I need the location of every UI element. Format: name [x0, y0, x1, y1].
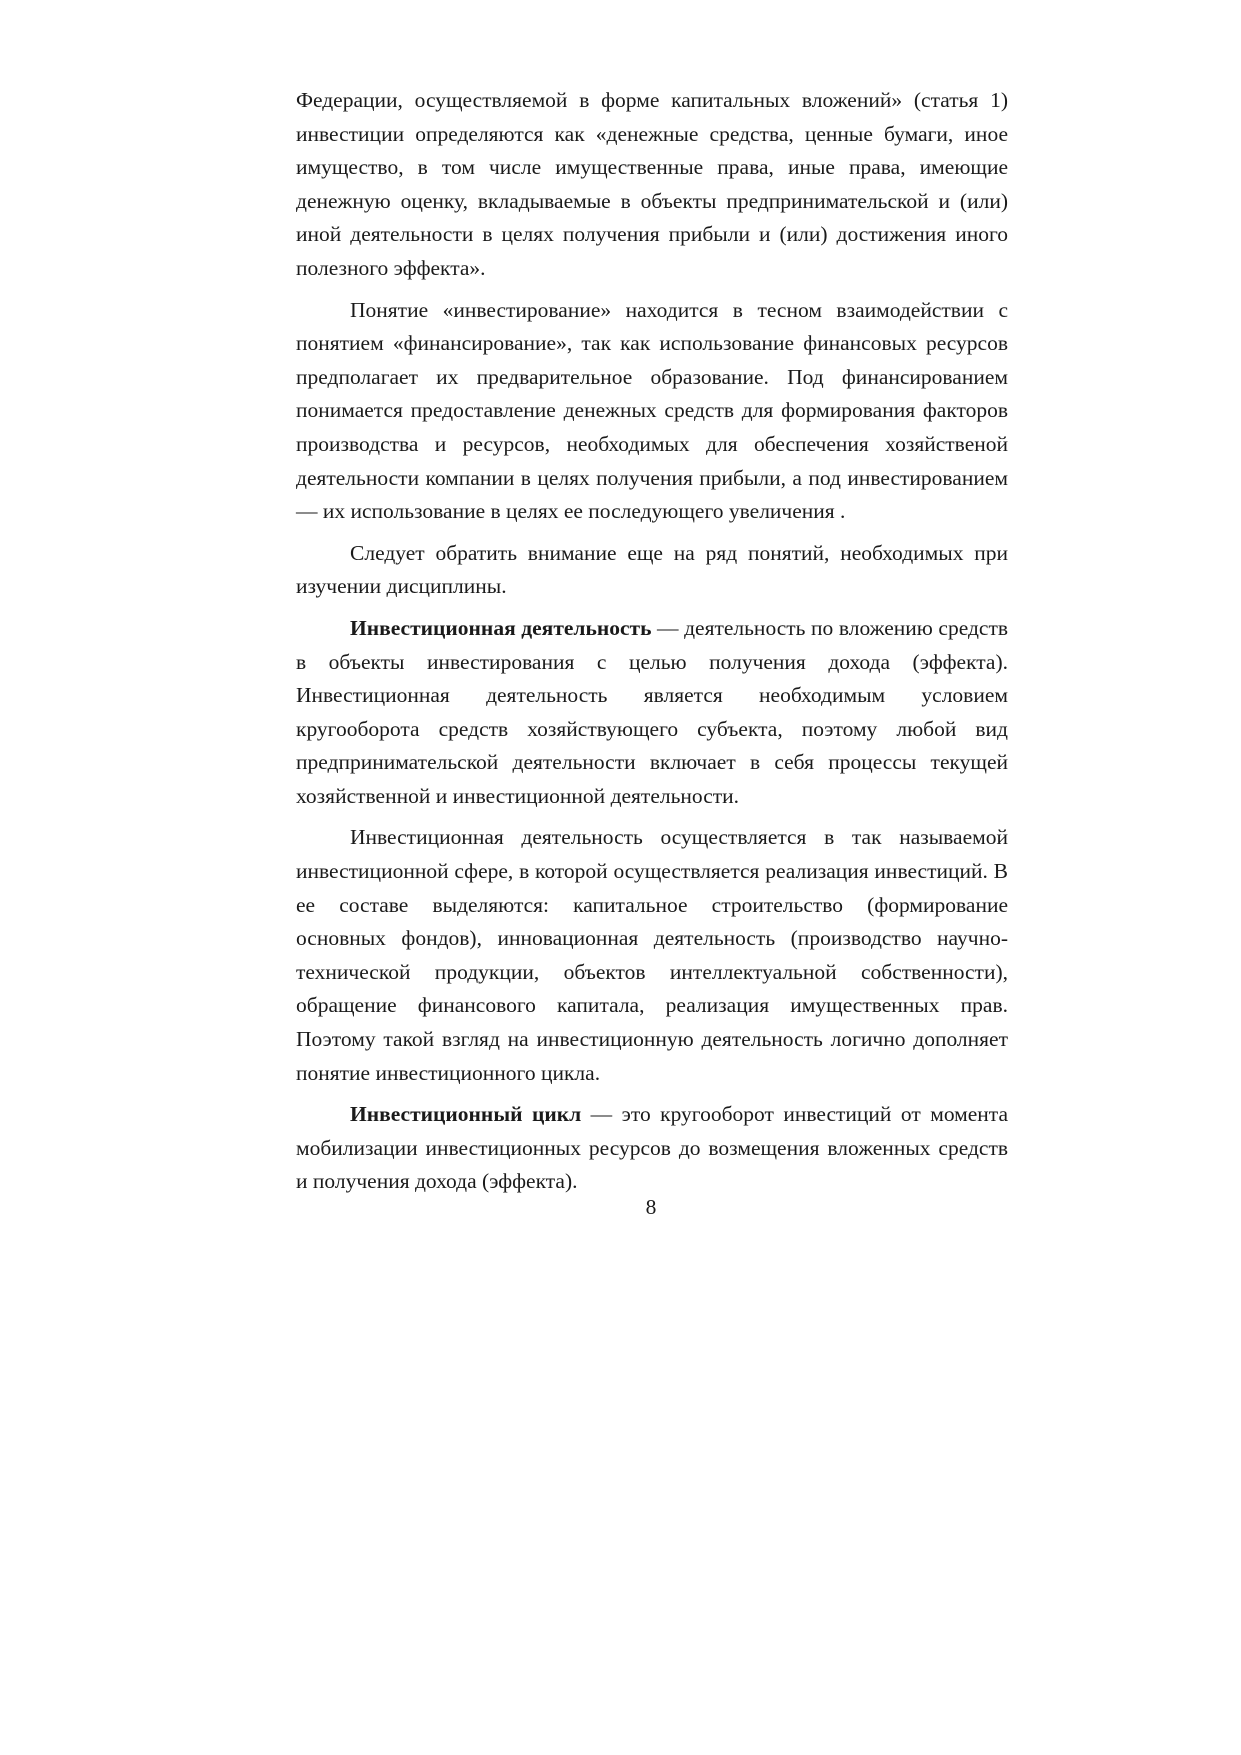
- paragraph-text: Следует обратить внимание еще на ряд понятий, необходимых при изучении дисциплины.: [296, 540, 1008, 599]
- paragraph-investment-cycle: [296, 1098, 1008, 1199]
- paragraph-investing-vs-financing: [296, 294, 1008, 529]
- body-text: [296, 84, 1008, 1207]
- paragraph-investment-activity: [296, 612, 1008, 814]
- paragraph-text: — это кругооборот инвестиций от момента мобилизации инвестиционных ресурсов до возмещения вложенных средств и получения дохода (эффекта).: [296, 1102, 1009, 1194]
- term-investment-activity: Инвестиционная деятельность: [350, 615, 652, 640]
- paragraph-concepts-intro: [296, 537, 1008, 604]
- paragraph-investment-sphere: [296, 821, 1008, 1090]
- paragraph-text: Инвестиционная деятельность осуществляется в так называемой инвестиционной сфере, в которой осуществляется реализация инвестиций. В ее составе выделяются: капитальное строительство (формирование основных фондов), инновационная деятельность (производство научно-технической продукции, объектов интеллектуальной собственности), обращение финансового капитала, реализация имущественных прав. Поэтому такой взгляд на инвестиционную деятельность логично дополняет понятие инвестиционного цикла.: [296, 825, 1008, 1085]
- paragraph-text: Понятие «инвестирование» находится в тесном взаимодействии с понятием «финансирование», так как использование финансовых ресурсов предполагает их предварительное образование. Под финансированием понимается предоставление денежных средств для формирования факторов производства и ресурсов, необходимых для обеспечения хозяйственой деятельности компании в целях получения прибыли, а под инвестированием — их использование в целях ее последующего увеличения .: [296, 297, 1008, 524]
- term-investment-cycle: Инвестиционный цикл: [350, 1102, 582, 1127]
- page-number: 8: [645, 1195, 657, 1219]
- paragraph-definition-quote: [296, 84, 1008, 286]
- paragraph-text: — деятельность по вложению средств в объекты инвестирования с целью получения дохода (эффекта). Инвестиционная деятельность является необходимым условием кругооборота средств хозяйствующего субъекта, поэтому любой вид предпринимательской деятельности включает в себя процессы текущей хозяйственной и инвестиционной деятельности.: [296, 615, 1008, 808]
- paragraph-text: Федерации, осуществляемой в форме капитальных вложений» (статья 1) инвестиции определяются как «денежные средства, ценные бумаги, иное имущество, в том числе имущественные права, иные права, имеющие денежную оценку, вкладываемые в объекты предпринимательской и (или) иной деятельности в целях получения прибыли и (или) достижения иного полезного эффекта».: [296, 88, 1008, 280]
